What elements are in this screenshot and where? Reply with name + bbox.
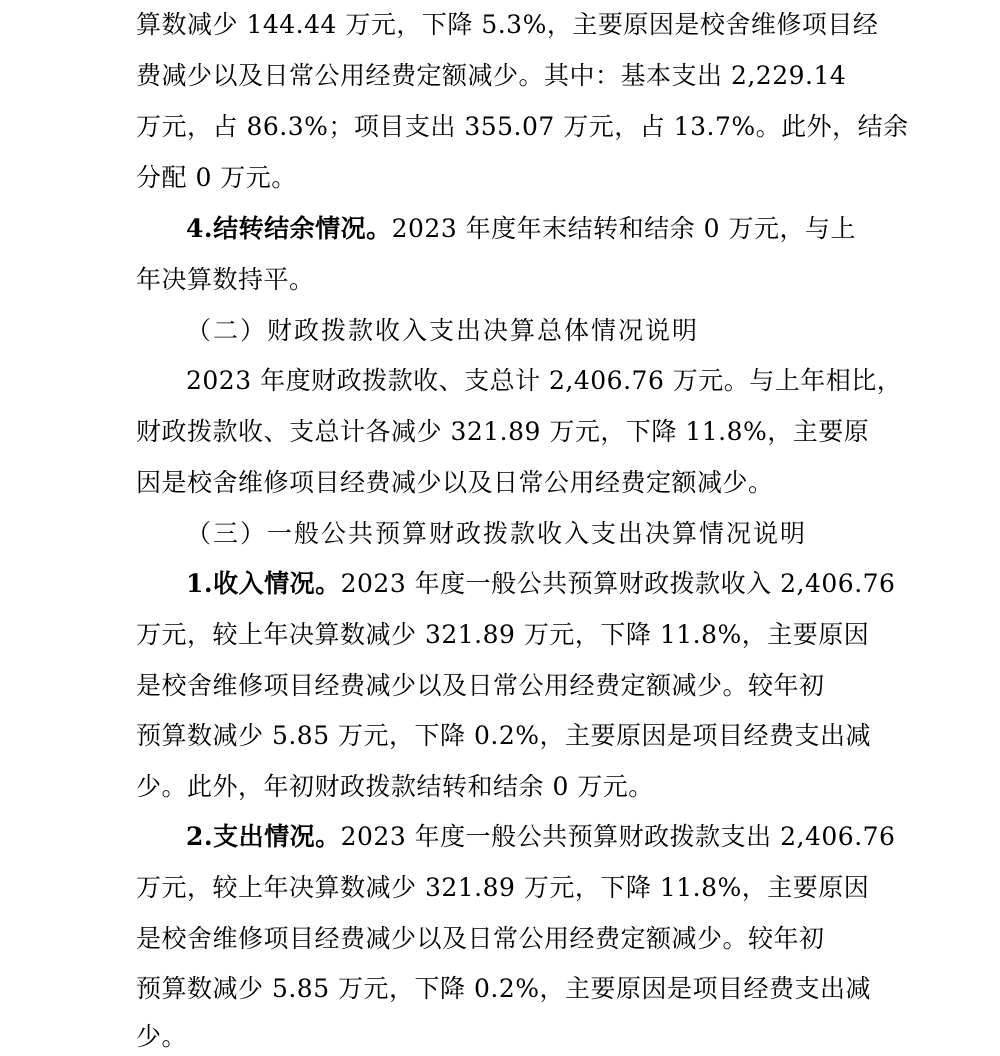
section-heading: （二）财政拨款收入支出决算总体情况说明 — [186, 316, 700, 345]
body-line: 少。此外，年初财政拨款结转和结余 0 万元。 — [136, 772, 654, 801]
body-line: 少。 — [136, 1022, 188, 1051]
section-label: 4.结转结余情况。 — [186, 214, 392, 243]
body-line — [186, 820, 895, 854]
body-line: 算数减少 144.44 万元，下降 5.3%，主要原因是校舍维修项目经 — [136, 10, 879, 39]
body-line: 2023 年度财政拨款收、支总计 2,406.76 万元。与上年相比， — [186, 366, 903, 395]
body-line: 财政拨款收、支总计各减少 321.89 万元，下降 11.8%，主要原 — [136, 417, 870, 446]
body-line: 万元，较上年决算数减少 321.89 万元，下降 11.8%，主要原因 — [136, 620, 870, 649]
body-line — [186, 212, 856, 246]
body-line: 年决算数持平。 — [136, 265, 315, 294]
body-line: 是校舍维修项目经费减少以及日常公用经费定额减少。较年初 — [136, 924, 825, 953]
body-text: 2023 年度一般公共预算财政拨款支出 2,406.76 — [340, 822, 896, 851]
body-line: 万元，较上年决算数减少 321.89 万元，下降 11.8%，主要原因 — [136, 873, 870, 902]
body-line: 预算数减少 5.85 万元，下降 0.2%，主要原因是项目经费支出减 — [136, 721, 872, 750]
body-line: 因是校舍维修项目经费减少以及日常公用经费定额减少。 — [136, 468, 774, 497]
section-label: 1.收入情况。 — [186, 569, 341, 598]
body-line: 费减少以及日常公用经费定额减少。其中：基本支出 2,229.14 — [136, 61, 847, 90]
body-line — [186, 567, 895, 601]
body-text: 2023 年度一般公共预算财政拨款收入 2,406.76 — [340, 569, 896, 598]
section-label: 2.支出情况。 — [186, 822, 341, 851]
body-line: 预算数减少 5.85 万元，下降 0.2%，主要原因是项目经费支出减 — [136, 974, 872, 1003]
body-line: 万元，占 86.3%；项目支出 355.07 万元，占 13.7%。此外，结余 — [136, 112, 909, 141]
body-line: 是校舍维修项目经费减少以及日常公用经费定额减少。较年初 — [136, 671, 825, 700]
body-line: 分配 0 万元。 — [136, 163, 297, 192]
section-heading: （三）一般公共预算财政拨款收入支出决算情况说明 — [186, 519, 808, 548]
body-text: 2023 年度年末结转和结余 0 万元，与上 — [391, 214, 856, 243]
